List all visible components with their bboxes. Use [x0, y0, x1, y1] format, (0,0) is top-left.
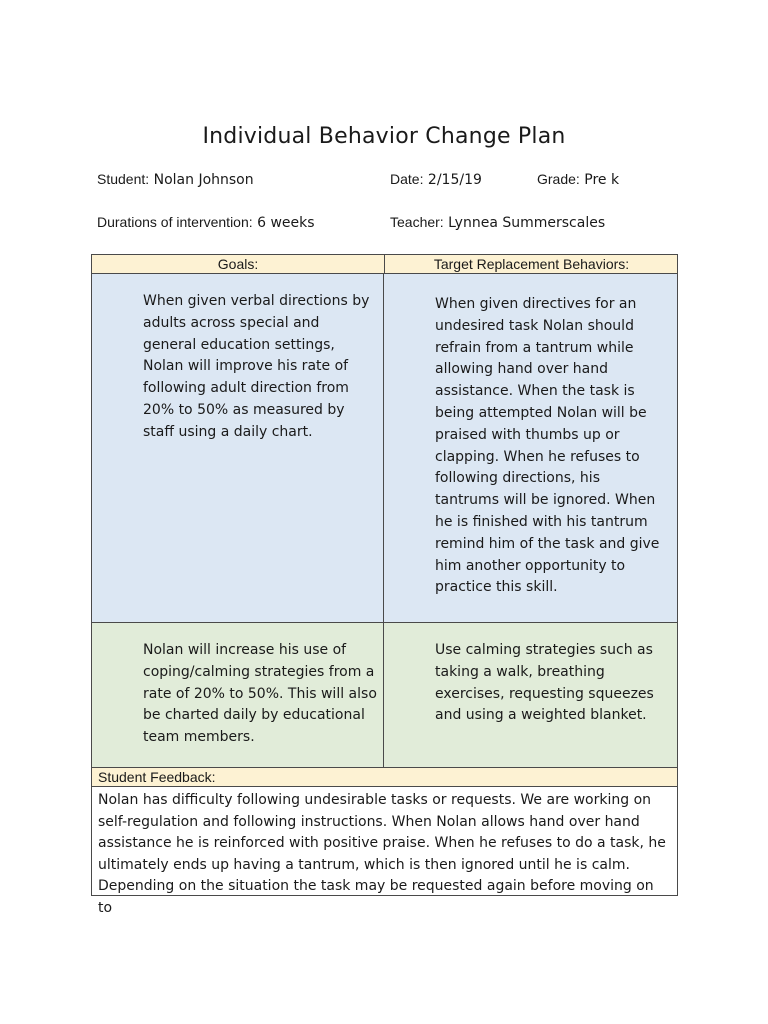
date-label: Date: [390, 171, 424, 187]
student-field [97, 171, 254, 188]
student-feedback-header: Student Feedback: [92, 768, 677, 787]
date-field [390, 171, 482, 188]
target-behaviors-header: Target Replacement Behaviors: [433, 256, 630, 272]
table-row [92, 274, 677, 623]
behavior-cell: When given directives for an undesired task Nolan should refrain from a tantrum while allowing hand over hand assistance. When the task is being attempted Nolan will be praised with thumbs up or clapping. When he refuses to following directions, his tantrums will be ignored. When he is finished with his tantrum remind him of the task and give him another opportunity to practice this skill. [435, 296, 660, 596]
teacher-label: Teacher: [390, 214, 444, 230]
duration-label: Durations of intervention: [97, 214, 253, 230]
duration-field [97, 214, 315, 231]
behavior-cell: Use calming strategies such as taking a walk, breathing exercises, requesting squeezes and using a weighted blanket. [435, 642, 654, 724]
student-feedback-text: Nolan has difficulty following undesirable tasks or requests. We are working on self-regulation and following instructions. When Nolan allows hand over hand assistance he is reinforced with positive praise. When he refuses to do a task, he ultimately ends up having a tantrum, which is then ignored until he is calm. Depending on the situation the task may be requested again before moving on to [98, 792, 666, 916]
goals-header: Goals: [92, 255, 385, 273]
teacher-value: Lynnea Summerscales [448, 215, 606, 231]
goal-cell: Nolan will increase his use of coping/calming strategies from a rate of 20% to 50%. This will also be charted daily by educational team members. [92, 623, 384, 767]
duration-value: 6 weeks [257, 215, 315, 231]
plan-table [91, 254, 678, 916]
teacher-field [390, 214, 605, 231]
goal-cell: When given verbal directions by adults across special and general education settings, Nolan will improve his rate of following adult direction from 20% to 50% as measured by staff using a daily chart. [92, 274, 384, 622]
table-header-row [92, 255, 677, 274]
student-label: Student: [97, 171, 150, 187]
table-row [92, 623, 677, 768]
date-value: 2/15/19 [427, 172, 482, 188]
document-title: Individual Behavior Change Plan [202, 124, 566, 149]
student-value: Nolan Johnson [153, 172, 254, 188]
grade-field [537, 171, 619, 188]
grade-value: Pre k [584, 172, 620, 188]
grade-label: Grade: [537, 171, 580, 187]
